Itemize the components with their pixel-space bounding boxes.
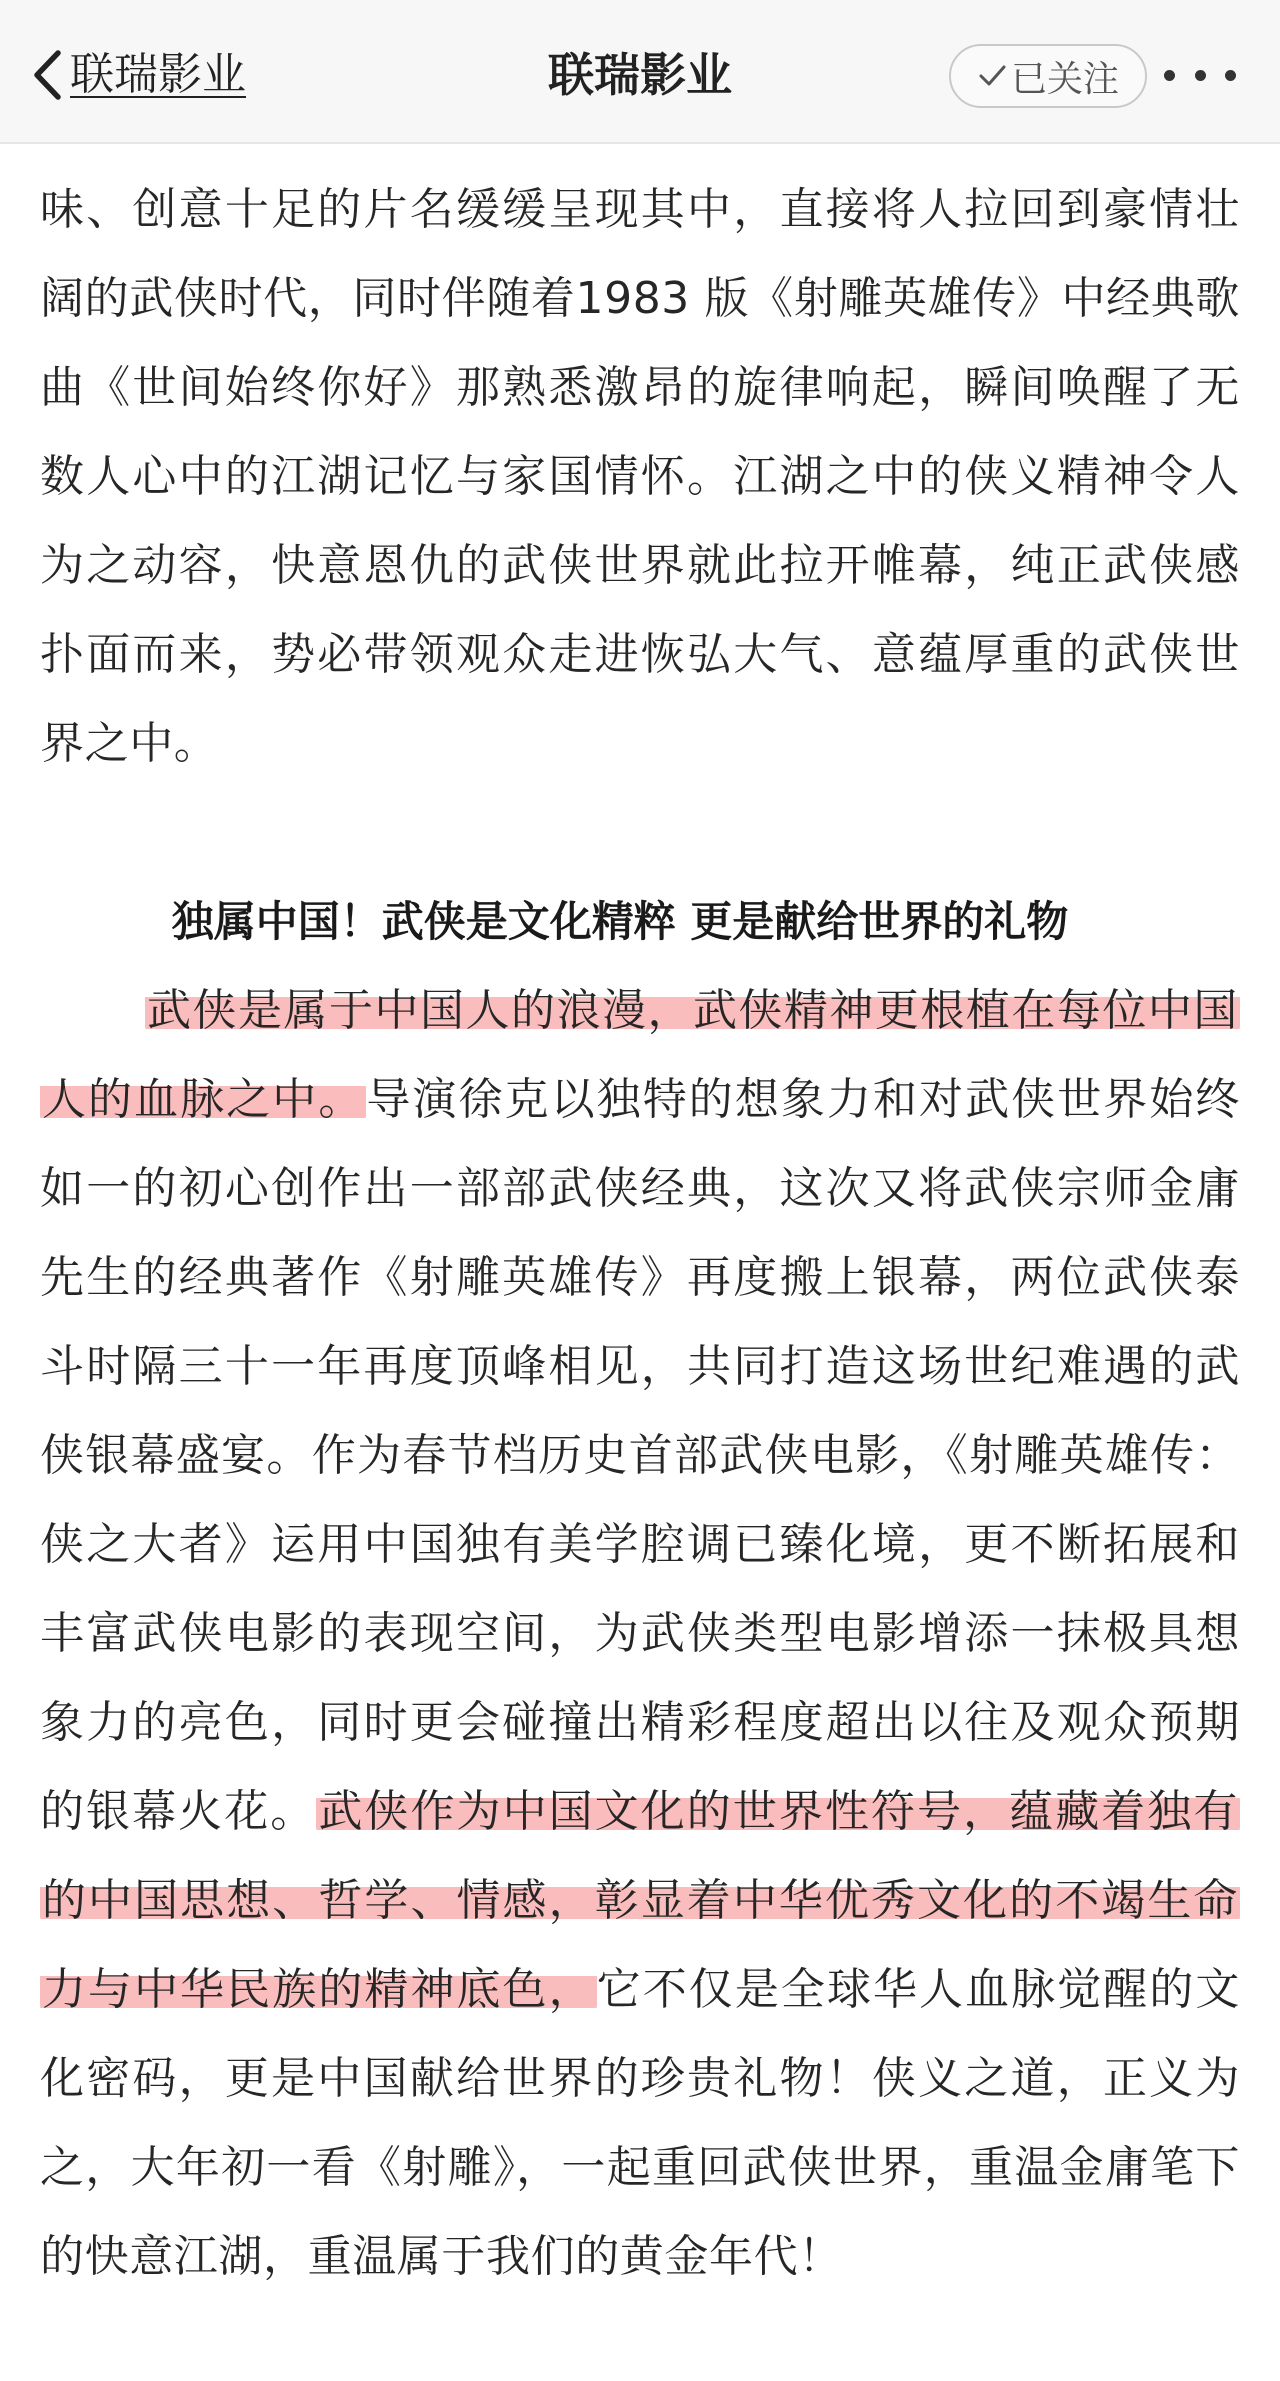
more-dot [1225,70,1236,81]
paragraph-text: 导演徐克以独特的想象力和对武侠世界始终如一的初心创作出一部部武侠经典，这次又将武侠宗师金庸先生的经典著作《射雕英雄传》再度搬上银幕，两位武侠泰斗时隔三十一年再度顶峰相见，共同打造这场世纪难遇的武侠银幕盛宴。作为春节档历史首部武侠电影，《射雕英雄传：侠之大者》运用中国独有美学腔调已臻化境，更不断拓展和丰富武侠电影的表现空间，为武侠类型电影增添一抹极具想象力的亮色，同时更会碰撞出精彩程度超出以往及观众预期的银幕火花。 [40,1074,1240,1837]
section-heading: 独属中国！武侠是文化精粹 更是献给世界的礼物 [171,897,1069,946]
paragraph-spacer [40,788,1240,877]
article-body [40,165,1240,2301]
article-paragraph: 味、创意十足的片名缓缓呈现其中，直接将人拉回到豪情壮阔的武侠时代，同时伴随着1983 版《射雕英雄传》中经典歌曲《世间始终你好》那熟悉激昂的旋律响起，瞬间唤醒了无数人心中的江湖记忆与家国情怀。江湖之中的侠义精神令人为之动容，快意恩仇的武侠世界就此拉开帷幕，纯正武侠感扑面而来，势必带领观众走进恢弘大气、意蕴厚重的武侠世界之中。 [40,184,1240,769]
back-button[interactable] [30,44,246,106]
highlighted-text: 武侠作为中国文化的世界性符号，蕴藏着独有的中国思想、哲学、情感，彰显着中华优秀文化的不竭生命力与中华民族的精神底色， [42,1786,1238,2015]
check-icon [977,63,1007,89]
page-title: 联瑞影业 [548,48,732,102]
follow-button[interactable] [949,44,1147,108]
nav-bar [0,0,1280,144]
more-button[interactable] [1164,60,1236,90]
back-label[interactable]: 联瑞影业 [70,49,246,100]
paragraph-text: 它不仅是全球华人血脉觉醒的文化密码，更是中国献给世界的珍贵礼物！侠义之道，正义为之，大年初一看《射雕》，一起重回武侠世界，重温金庸笔下的快意江湖，重温属于我们的黄金年代！ [40,1964,1240,2282]
more-dot [1195,70,1206,81]
highlighted-text: 武侠是属于中国人的浪漫，武侠精神更根植在每位中国人的血脉之中。 [42,985,1238,1125]
more-horizontal-icon [1164,70,1175,81]
chevron-left-icon [30,47,64,103]
follow-label: 已关注 [1010,58,1119,100]
article-paragraph [40,966,1240,2301]
